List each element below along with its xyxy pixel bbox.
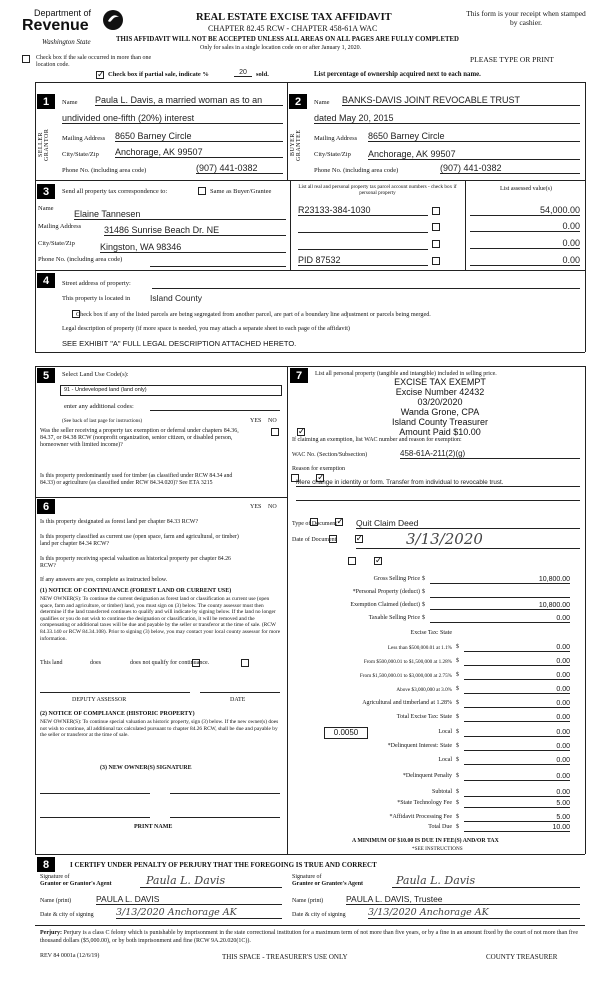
calc-row [292,602,580,613]
calc-prefix: $ [456,714,459,720]
calc-prefix: $ [456,773,459,779]
assessed-header: List assessed value(s) [500,186,552,192]
county-value[interactable]: Island County [150,293,202,303]
deputy-sig-field[interactable] [40,692,190,693]
new-owner-sig-field[interactable] [40,793,150,794]
s5-q1-yes-checkbox[interactable] [271,428,279,436]
partial-pct-value[interactable]: 20 [234,69,252,77]
calc-row [292,644,580,655]
buyer-name-line2[interactable]: dated May 20, 2015 [314,113,580,124]
calc-value[interactable]: 5.00 [464,800,570,808]
grantee-name-value[interactable]: PAULA L. DAVIS, Trustee [346,894,580,905]
calc-prefix: $ [456,743,459,749]
doc-date-value[interactable]: 3/13/2020 [356,530,580,549]
minimum-note: A MINIMUM OF $10.00 IS DUE IN FEE(S) AND/OR TAX [352,838,499,844]
see-instructions: *SEE INSTRUCTIONS [412,846,463,852]
logo-revenue-text: Revenue [22,17,89,34]
certify-text: I CERTIFY UNDER PENALTY OF PERJURY THAT THE FOREGOING IS TRUE AND CORRECT [70,861,377,869]
reason-label: Reason for exemption [292,466,345,472]
calc-value[interactable]: 5.00 [464,814,570,822]
doc-type-label: Type of Document [292,521,337,527]
calc-label: *Delinquent Penalty [402,773,452,779]
calc-prefix: $ [456,800,459,806]
seller-name-label: Name [62,99,78,106]
stamp-line: Island County Treasurer [391,417,489,427]
parcel-row [294,205,582,219]
calc-value[interactable]: 0.00 [464,729,570,737]
calc-value[interactable]: 0.00 [464,714,570,722]
revenue-swirl-icon [102,8,124,32]
parcels-header: List all real and personal property tax parcel account numbers - check box if personal property [298,184,457,196]
calc-prefix: $ [456,644,459,650]
calc-prefix: $ [456,729,459,735]
s6-no-header: NO [268,504,277,510]
s5-q1-text: Was the seller receiving a property tax exemption or deferral under chapters 84.36, 84.37, or 84.38 RCW (nonprofit organization, senior citizen, or disabled person, homeowner with limited income)? [40,428,239,448]
street-address-label: Street address of property: [62,280,131,287]
print-name-field-2[interactable] [170,817,280,818]
calc-label: *Delinquent Interest: State [387,743,452,749]
grantee-name-label: Name (print) [292,898,324,904]
calc-value[interactable]: 10,800.00 [430,602,570,610]
calc-value[interactable]: 0.00 [464,700,570,708]
s3-address-value[interactable]: 31486 Sunrise Beach Dr. NE [104,225,286,236]
calc-row [292,757,580,768]
perjury-label: Perjury: [40,930,62,936]
seller-city-label: City/State/Zip [62,151,99,158]
calc-value[interactable]: 0.00 [464,757,570,765]
section-3-badge: 3 [37,184,55,199]
calc-prefix: $ [456,658,459,664]
calc-row [292,672,580,683]
calc-prefix: $ [456,814,459,820]
calc-prefix: $ [456,789,459,795]
parcel-row [294,221,582,235]
calc-row [292,743,580,754]
new-owner-sig-field-2[interactable] [170,793,280,794]
grantor-sig-label1: Signature of [40,874,70,880]
parcel-value[interactable]: 0.00 [470,221,580,232]
treasurer-use: THIS SPACE - TREASURER'S USE ONLY [222,953,348,961]
calc-row [292,728,580,740]
seller-city-value[interactable]: Anchorage, AK 99507 [115,147,283,158]
grantor-name-label: Name (print) [40,898,72,904]
perjury-notice [40,929,580,945]
logo-dept-text: Department of [34,8,92,18]
personal-property-label: List all personal property (tangible and intangible) included in selling price. [315,371,497,377]
seller-phone-value[interactable]: (907) 441-0382 [196,163,283,174]
local-rate-box[interactable]: 0.0050 [324,727,368,739]
no-header: NO [268,418,277,424]
calc-row [292,800,580,811]
additional-codes-label: enter any additional codes: [64,403,134,410]
stamp-line: Wanda Grone, CPA [400,407,480,417]
buyer-name-label: Name [314,99,330,106]
excise-exempt-stamp [350,377,530,437]
calc-row [292,824,580,835]
calc-prefix: $ [456,757,459,763]
segregated-label: Check box if any of the listed parcels are being segregated from another parcel, are part of a boundary line adjustment or parcels being merged. [76,311,431,318]
parcel-personal-checkbox[interactable] [432,240,440,248]
additional-codes-field[interactable] [150,410,280,411]
s3-phone-value[interactable] [150,266,286,267]
stamp-line: EXCISE TAX EXEMPT [394,377,486,387]
calc-row [292,773,580,784]
parcel-value[interactable]: 0.00 [470,255,580,266]
calc-row [292,630,580,641]
street-address-field[interactable] [152,288,580,289]
form-number: REV 84 0001a (12/6/19) [40,953,100,959]
section-7-badge: 7 [290,368,308,383]
section-2-badge: 2 [289,94,307,109]
calc-value[interactable]: 0.00 [464,773,570,781]
parcel-number[interactable]: R23133-384-1030 [298,205,428,216]
this-land-label: This land [40,660,63,666]
seller-name-line1[interactable]: Paula L. Davis, a married woman as to an [95,95,283,106]
parcel-number[interactable] [298,221,428,233]
does-not-label: does not qualify for continuance. [130,660,210,666]
calc-label: Local [438,729,452,735]
buyer-city-value[interactable]: Anchorage, AK 99507 [368,149,580,160]
calc-value[interactable]: 10.00 [464,824,570,832]
calc-prefix: $ [456,672,459,678]
s6-yes-header: YES [250,504,262,510]
seller-address-label: Mailing Address [62,135,106,142]
calc-label: Subtotal [431,789,452,795]
calc-row [292,589,580,600]
located-label: This property is located in [62,295,131,302]
deputy-assessor-label: DEPUTY ASSESSOR [72,697,127,703]
partial-sale-checkbox[interactable] [96,71,104,79]
calc-value[interactable] [430,589,570,598]
warning-text: THIS AFFIDAVIT WILL NOT BE ACCEPTED UNLESS ALL AREAS ON ALL PAGES ARE FULLY COMPLETED [116,36,459,43]
land-use-select[interactable]: 91 - Undeveloped land (land only) [60,385,282,396]
calc-label: Less than $500,000.01 at 1.1% [387,645,452,651]
section-5-badge: 5 [37,368,55,383]
parcel-personal-checkbox[interactable] [432,223,440,231]
s5-q1-no-checkbox[interactable] [297,428,305,436]
calc-value[interactable]: 0.00 [430,615,570,623]
stamp-line: 03/20/2020 [417,397,463,407]
s6-q3-text: Is this property receiving special valuation as historical property per chapter 84.26 RCW? [40,556,231,569]
section-8-badge: 8 [37,857,55,872]
section-1-badge: 1 [37,94,55,109]
calc-row [292,700,580,711]
grantee-date-value[interactable]: 3/13/2020 Anchorage AK [368,907,580,919]
calc-prefix: $ [422,576,425,582]
buyer-phone-label: Phone No. (including area code) [314,167,399,174]
calc-label: *Affidavit Processing Fee [389,814,452,820]
calc-value[interactable]: 10,800.00 [430,576,570,584]
logo-state-text: Washington State [42,38,91,46]
grantor-sig-label2: Grantor or Grantor's Agent [40,881,112,887]
calc-label: Total Excise Tax: State [396,714,452,720]
s6-q3-no-checkbox[interactable] [374,557,382,565]
see-back-note: (See back of last page for instructions) [62,418,143,424]
grantee-signature[interactable]: Paula L. Davis [392,874,580,888]
calc-prefix: $ [422,615,425,621]
calc-prefix: $ [456,700,459,706]
buyer-phone-value[interactable]: (907) 441-0382 [440,163,580,174]
claim-exemption-label: If claiming an exemption, list WAC number and reason for exemption: [292,437,462,443]
calc-label: Excise Tax: State [410,630,452,636]
grantor-date-label: Date & city of signing [40,912,94,918]
dor-logo [22,8,132,52]
calc-label: Taxable Selling Price [368,615,420,621]
does-label: does [90,660,101,666]
multi-location-checkbox[interactable] [22,55,30,63]
calc-row [292,686,580,697]
receipt-note: This form is your receipt when stamped by cashier. [466,9,586,27]
same-as-buyer-label: Same as Buyer/Grantee [210,188,272,195]
land-use-label: Select Land Use Code(s): [62,371,129,378]
stamp-line: Amount Paid $10.00 [399,427,481,437]
s3-city-label: City/State/Zip [38,240,75,247]
parcel-number[interactable]: PID 87532 [298,255,428,266]
doc-type-value[interactable]: Quit Claim Deed [356,518,580,529]
please-type: PLEASE TYPE OR PRINT [470,55,554,64]
s3-phone-label: Phone No. (including area code) [38,256,123,263]
send-correspondence-label: Send all property tax correspondence to: [62,188,168,195]
form-title: REAL ESTATE EXCISE TAX AFFIDAVIT [196,12,392,23]
buyer-address-value[interactable]: 8650 Barney Circle [368,131,580,142]
s6-q3-yes-checkbox[interactable] [348,557,356,565]
buyer-address-label: Mailing Address [314,135,358,142]
multi-location-label: Check box if the sale occurred in more than one location code. [36,55,152,68]
notice1-text: NEW OWNER(S): To continue the current designation as forest land or classification as current use (open space, farm and agriculture, or timber) land, you must sign on (3) below. The county assessor must then determine if the land transferred continues to qualify and will indicate by signing below. If the land no longer qualifies or you do not wish to continue the designation or classification, it will be removed and the compensating or additional taxes will be due and payable by the seller or transferor at the time of sale. (RCW 84.33.140 or RCW 84.34.108). Prior to signing (3) below, you may contact your local county assessor for more information. [40,596,281,642]
calc-row [292,789,580,800]
calc-value[interactable]: 0.00 [464,743,570,751]
calc-label: From $500,000.01 to $1,500,000 at 1.28% [363,659,452,665]
print-name-field[interactable] [40,817,150,818]
s3-name-label: Name [38,205,54,212]
doc-date-label: Date of Document [292,537,337,543]
calc-row [292,615,580,626]
notice2-text: NEW OWNER(S): To continue special valuation as historic property, sign (3) below. If the new owner(s) does not wish to continue, all additional tax calculated pursuant to chapter 84.26 RCW, shall be due and payable by the seller or transferor at the time of sale. [40,719,279,739]
calc-value[interactable]: 0.00 [464,644,570,652]
buyer-city-label: City/State/Zip [314,151,351,158]
grantee-sig-label1: Signature of [292,874,322,880]
seller-side-label: SELLER GRANTOR [38,128,50,162]
calc-row [292,658,580,669]
calc-prefix: $ [422,589,425,595]
legal-desc-label: Legal description of property (if more space is needed, you may attach a separate sheet to each page of the affidavit) [62,325,350,332]
section-6-badge: 6 [37,499,55,514]
buyer-name-line1[interactable]: BANKS-DAVIS JOINT REVOCABLE TRUST [342,95,580,106]
land-does-not-checkbox[interactable] [241,659,249,667]
sales-note: Only for sales in a single location code on or after January 1, 2020. [200,45,362,51]
seller-phone-label: Phone No. (including area code) [62,167,147,174]
reason-value[interactable]: Mere change in identity or form. Transfer from individual to revocable trust. [296,479,580,487]
calc-value[interactable]: 0.00 [464,658,570,666]
new-owner-sig-label: (3) NEW OWNER(S) SIGNATURE [100,765,192,771]
calc-value[interactable]: 0.00 [464,789,570,797]
calc-value[interactable]: 0.00 [464,672,570,680]
calc-label: Exemption Claimed (deduct) [350,602,420,608]
same-as-buyer-checkbox[interactable] [198,187,206,195]
s3-city-value[interactable]: Kingston, WA 98346 [100,242,286,253]
form-subtitle: CHAPTER 82.45 RCW - CHAPTER 458-61A WAC [208,24,378,33]
calc-label: Above $3,000,000 at 3.0% [396,687,452,693]
parcel-personal-checkbox[interactable] [432,257,440,265]
deputy-date-label: DATE [230,697,246,703]
stamp-line: Excise Number 42432 [395,387,485,397]
s5-q2-text: Is this property predominantly used for timber (as classified under RCW 84.34 and 84.33) or agriculture (as classified under RCW 84.34.020)? See ETA 3215 [40,473,233,486]
calc-label: Gross Selling Price [373,576,420,582]
parcel-number[interactable] [298,238,428,250]
calc-label: Total Due [428,824,452,830]
grantor-date-value[interactable]: 3/13/2020 Anchorage AK [116,907,282,919]
grantee-sig-label2: Grantee or Grantee's Agent [292,881,364,887]
if-yes-note: If any answers are yes, complete as instructed below. [40,577,168,583]
parcel-row [294,255,582,269]
yes-header: YES [250,418,262,424]
seller-name-line2[interactable]: undivided one-fifth (20%) interest [62,113,283,124]
calc-label: *Personal Property (deduct) [352,589,420,595]
notice2-title: (2) NOTICE OF COMPLIANCE (HISTORIC PROPERTY) [40,711,195,717]
wac-label: WAC No. (Section/Subsection) [292,452,368,458]
parcel-value[interactable]: 54,000.00 [470,205,580,216]
parcel-personal-checkbox[interactable] [432,207,440,215]
s6-q1-text: Is this property designated as forest land per chapter 84.33 RCW? [40,519,199,525]
s6-q2-text: Is this property classified as current use (open space, farm and agricultural, or timber) land per chapter 84.34 RCW? [40,534,239,547]
perjury-text: Perjury is a class C felony which is punishable by imprisonment in the state correctional institution for a maximum term of not more than five years, or by a fine in an amount fixed by the court of not more than five thousand dollars ($5,000.00), or by both imprisonment and fine (RCW 9A.20.020(1C)). [40,930,579,944]
partial-sale-row [96,71,276,81]
sold-label: sold. [256,71,269,78]
county-treasurer: COUNTY TREASURER [486,953,558,961]
grantor-name-value[interactable]: PAULA L. DAVIS [96,894,282,905]
deputy-date-field[interactable] [200,692,280,693]
section-4-badge: 4 [37,273,55,288]
ownership-label: List percentage of ownership acquired next to each name. [314,71,481,78]
reason-extra-line[interactable] [296,500,580,501]
legal-desc-value[interactable]: SEE EXHIBIT "A" FULL LEGAL DESCRIPTION ATTACHED HERETO. [62,339,297,348]
calc-label: *State Technology Fee [397,800,452,806]
calc-value[interactable]: 0.00 [464,686,570,694]
calc-row [292,576,580,587]
buyer-side-label: BUYER GRANTEE [290,129,302,161]
calc-label: Agricultural and timberland at 1.28% [362,700,452,706]
print-name-label: PRINT NAME [134,824,173,830]
grantee-date-label: Date & city of signing [292,912,346,918]
calc-label: From $1,500,000.01 to $3,000,000 at 2.75% [359,673,452,679]
calc-prefix: $ [456,824,459,830]
grantor-signature[interactable]: Paula L. Davis [140,874,282,888]
s3-name-value[interactable]: Elaine Tannesen [74,209,286,220]
partial-sale-label: Check box if partial sale, indicate % [108,71,209,78]
s3-address-label: Mailing Address [38,223,82,230]
parcel-value[interactable]: 0.00 [470,238,580,249]
seller-address-value[interactable]: 8650 Barney Circle [115,131,283,142]
calc-label: Local [438,757,452,763]
notice1-title: (1) NOTICE OF CONTINUANCE (FOREST LAND OR CURRENT USE) [40,588,232,594]
parcel-row [294,238,582,252]
calc-row [292,714,580,725]
calc-prefix: $ [422,602,425,608]
calc-prefix: $ [456,686,459,692]
wac-value[interactable]: 458-61A-211(2)(g) [400,449,580,459]
